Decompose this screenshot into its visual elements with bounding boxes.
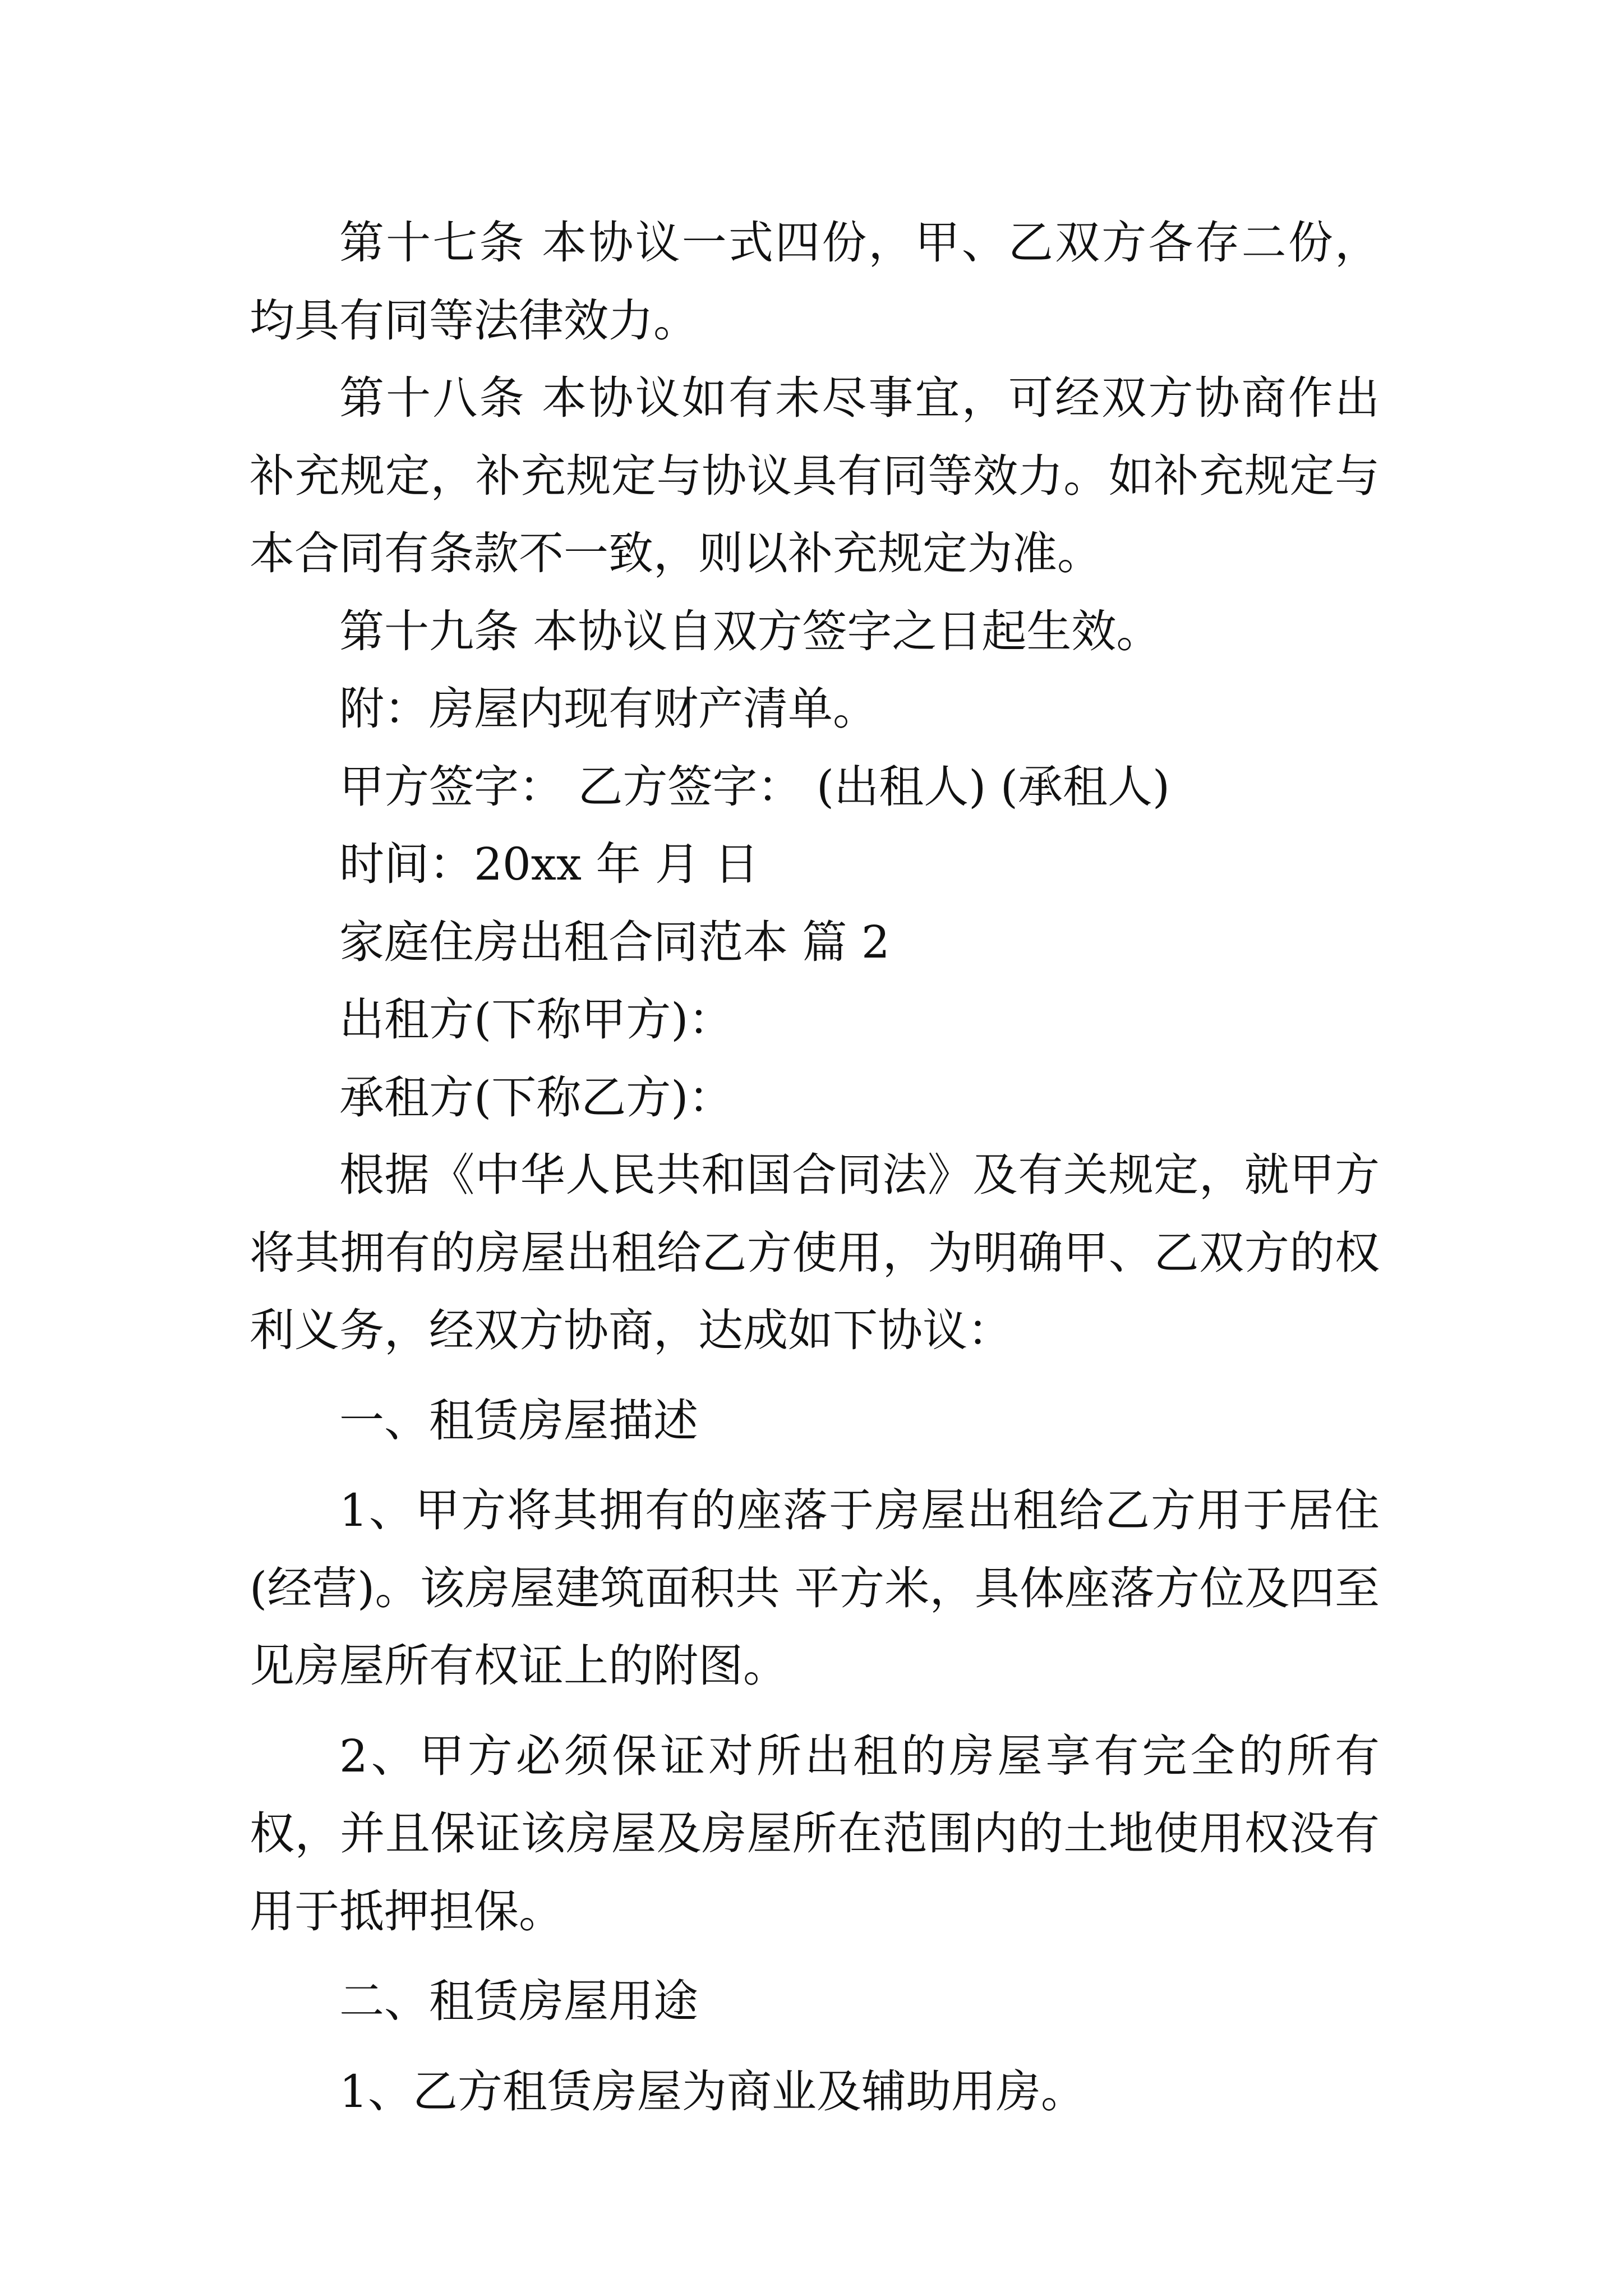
paragraph-preamble: 根据《中华人民共和国合同法》及有关规定，就甲方将其拥有的房屋出租给乙方使用，为明确甲、乙双方的权利义务，经双方协商，达成如下协议： [250, 1149, 1380, 1356]
paragraph-description-1: 1、甲方将其拥有的座落于房屋出租给乙方用于居住(经营)。该房屋建筑面积共 平方米，具体座落方位及四至见房屋所有权证上的附图。 [250, 1484, 1380, 1692]
paragraph-article-17: 第十七条 本协议一式四份，甲、乙双方各存二份，均具有同等法律效力。 [250, 217, 1380, 347]
paragraph-usage-1: 1、乙方租赁房屋为商业及辅助用房。 [339, 2065, 1086, 2118]
heading-usage: 二、租赁房屋用途 [339, 1975, 698, 2027]
document-body [250, 204, 1380, 2131]
paragraph-lessee: 承租方(下称乙方)： [339, 1071, 734, 1124]
paragraph-description-2: 2、甲方必须保证对所出租的房屋享有完全的所有权，并且保证该房屋及房屋所在范围内的土地使用权没有用于抵押担保。 [250, 1729, 1380, 1938]
section-heading: 家庭住房出租合同范本 篇 2 [339, 915, 890, 968]
paragraph-lessor: 出租方(下称甲方)： [339, 993, 734, 1046]
paragraph-date: 时间：20xx 年 月 日 [339, 838, 759, 890]
paragraph-appendix: 附：房屋内现有财产清单。 [339, 683, 878, 735]
paragraph-signatures: 甲方签字： 乙方签字： (出租人) (承租人) [339, 760, 1170, 813]
paragraph-article-19: 第十九条 本协议自双方签字之日起生效。 [339, 605, 1161, 657]
heading-description: 一、租赁房屋描述 [339, 1394, 698, 1447]
paragraph-article-18: 第十八条 本协议如有未尽事宜，可经双方协商作出补充规定，补充规定与协议具有同等效力。如补充规定与本合同有条款不一致，则以补充规定为准。 [250, 372, 1380, 579]
